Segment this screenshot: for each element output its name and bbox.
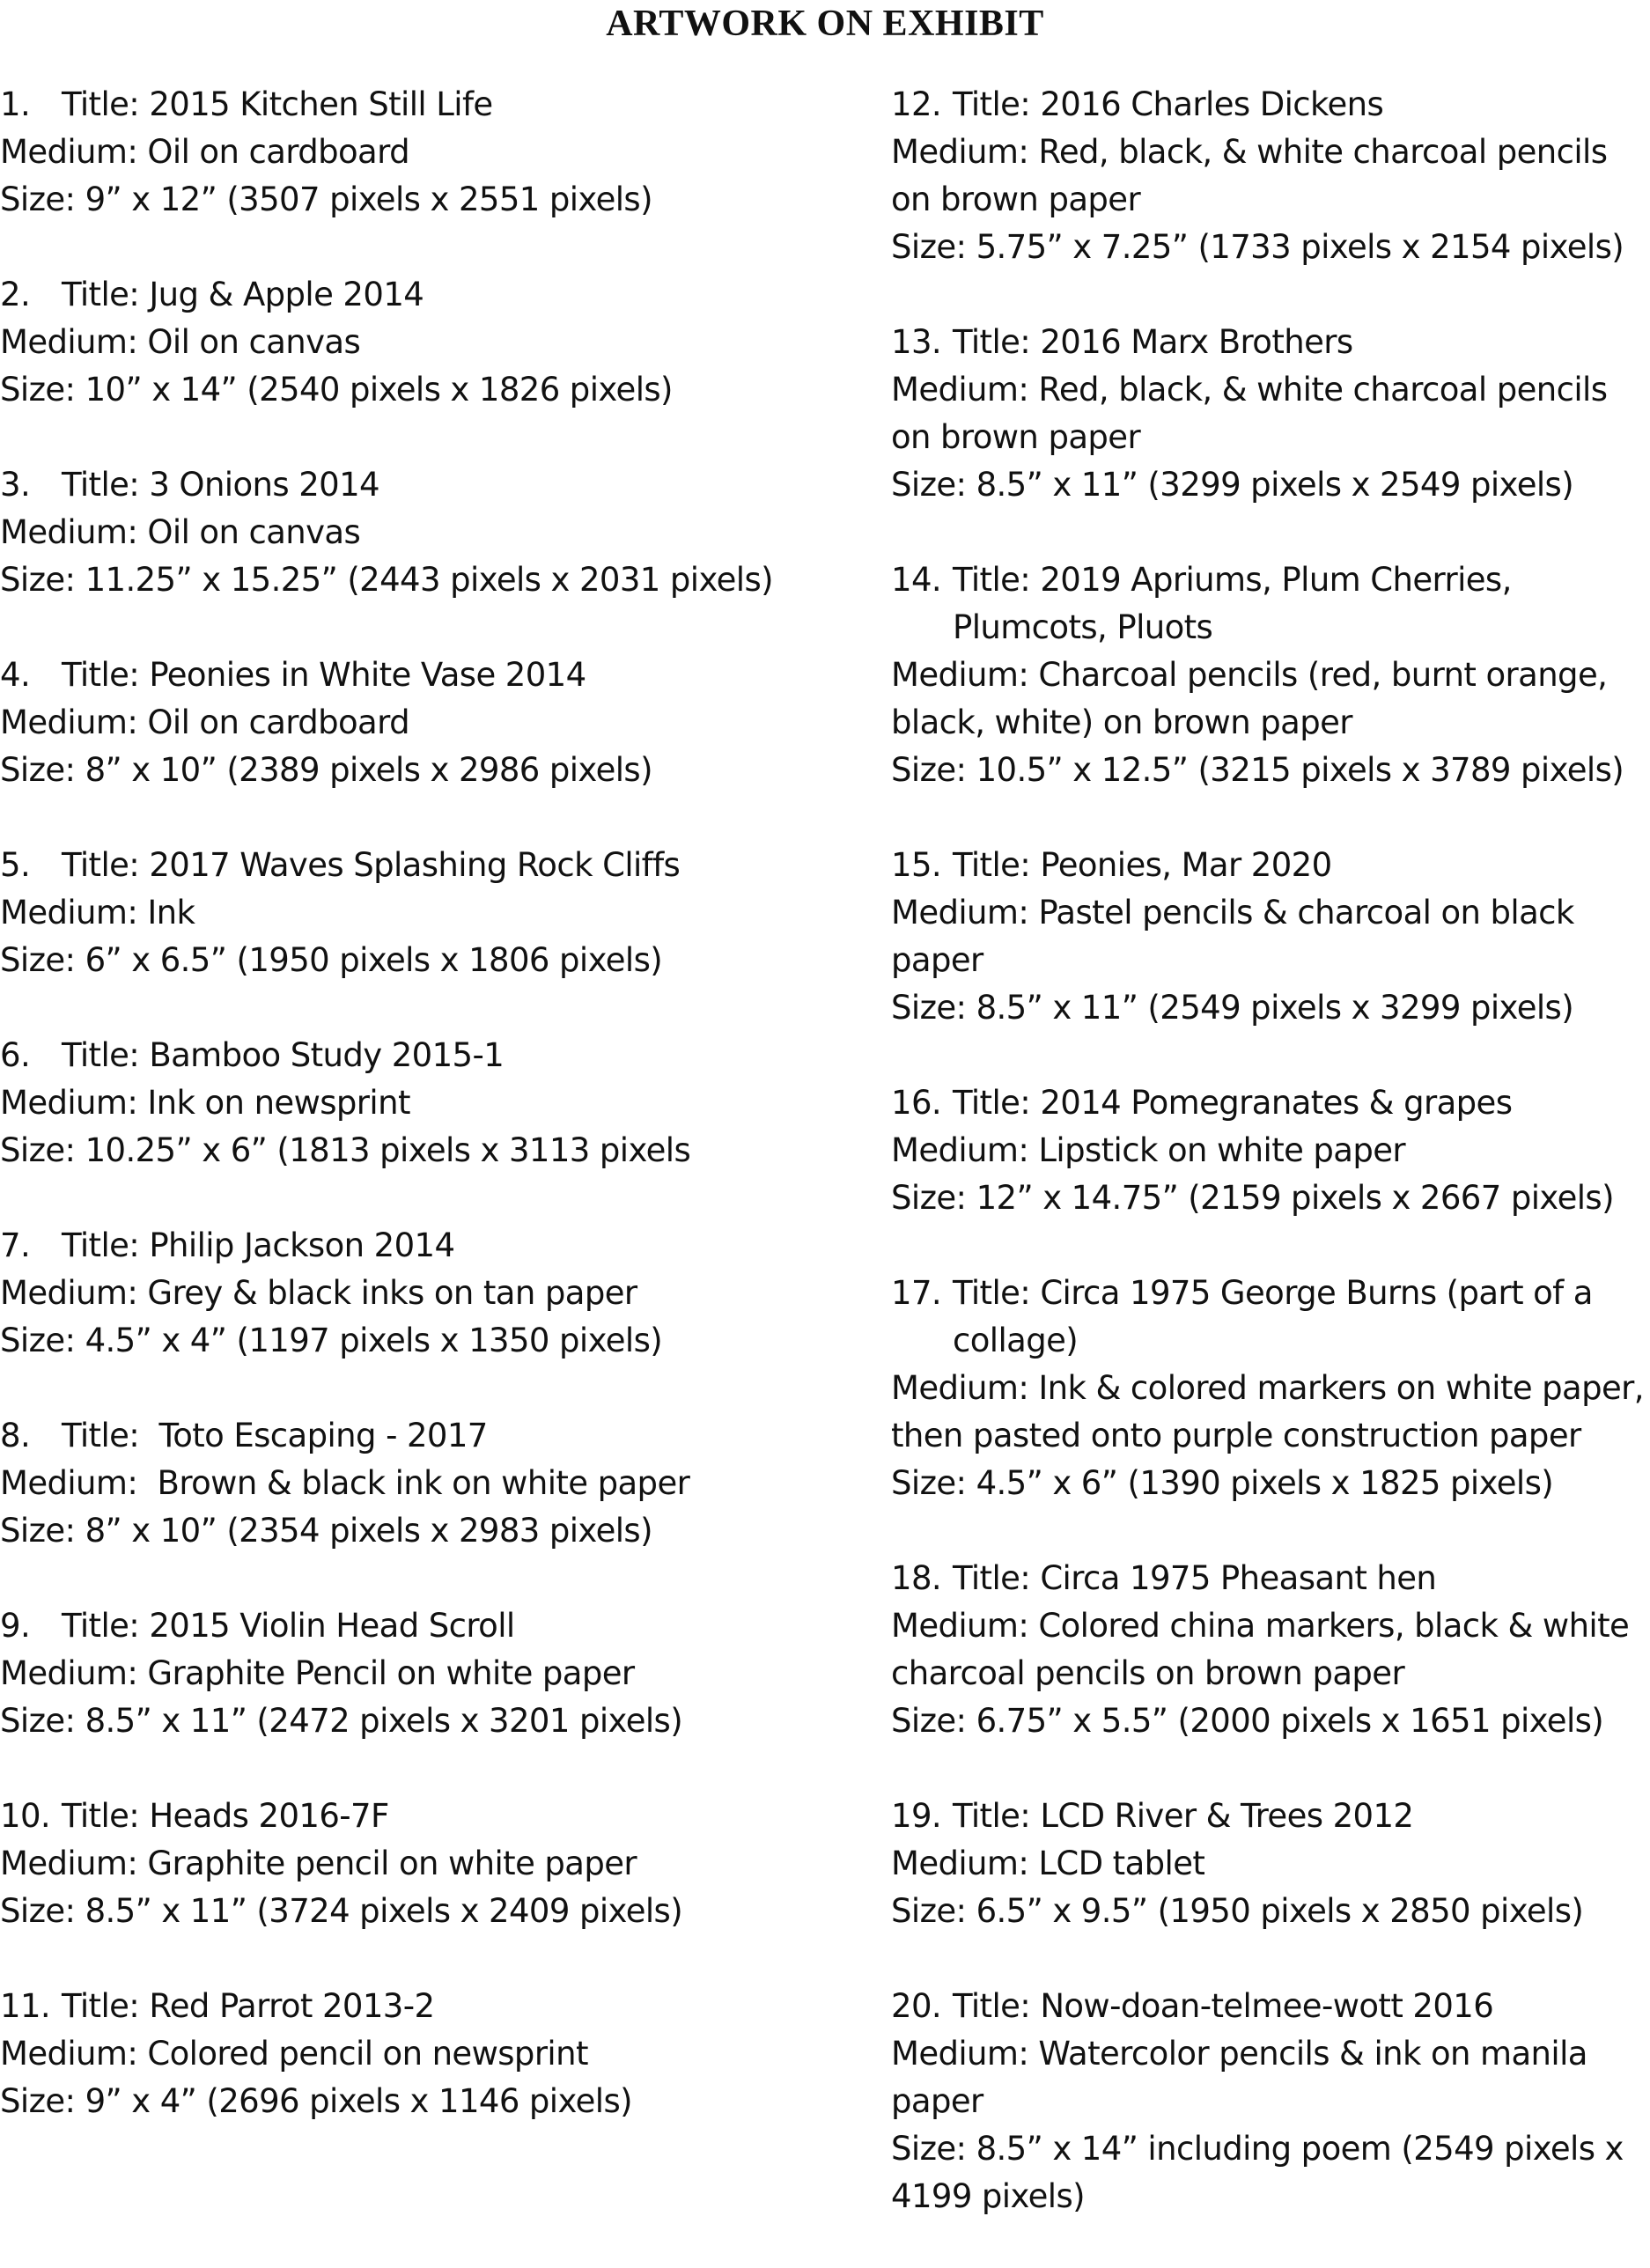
entry-medium: Medium: Graphite Pencil on white paper <box>0 1654 635 1692</box>
entry-size: Size: 11.25” x 15.25” (2443 pixels x 2031 pixels) <box>0 561 773 599</box>
entry-title: Title: Bamboo Study 2015-1 <box>62 1036 505 1074</box>
page-title: ARTWORK ON EXHIBIT <box>606 4 1044 44</box>
entry-medium: Medium: Ink & colored markers on white paper, then pasted onto purple construction paper <box>891 1369 1644 1454</box>
entry-medium: Medium: Lipstick on white paper <box>891 1131 1406 1169</box>
entry-title: Title: Red Parrot 2013-2 <box>62 1987 435 2025</box>
entry-medium: Medium: Charcoal pencils (red, burnt orange, black, white) on brown paper <box>891 656 1608 741</box>
entry-number: 8. <box>0 1417 31 1454</box>
entry-size: Size: 5.75” x 7.25” (1733 pixels x 2154 pixels) <box>891 228 1624 266</box>
entry-number: 14. <box>891 561 942 599</box>
entry-number: 17. <box>891 1274 942 1312</box>
entry-medium: Medium: Red, black, & white charcoal pencils on brown paper <box>891 371 1608 456</box>
artwork-entry <box>891 556 1650 794</box>
artwork-entry <box>891 319 1650 509</box>
entry-title: Title: Toto Escaping - 2017 <box>62 1417 488 1454</box>
entry-medium: Medium: Red, black, & white charcoal pencils on brown paper <box>891 133 1608 218</box>
artwork-entry <box>891 1793 1650 1935</box>
entry-title: Title: Now-doan-telmee-wott 2016 <box>953 1987 1494 2025</box>
entry-medium: Medium: Oil on canvas <box>0 513 361 551</box>
artwork-entry <box>891 1270 1650 1507</box>
entry-size: Size: 10.5” x 12.5” (3215 pixels x 3789 pixels) <box>891 751 1624 789</box>
artwork-entry <box>0 652 863 794</box>
entry-medium: Medium: Colored china markers, black & white charcoal pencils on brown paper <box>891 1607 1630 1692</box>
entry-size: Size: 10.25” x 6” (1813 pixels x 3113 pixels <box>0 1131 691 1169</box>
artwork-entry <box>0 1602 863 1745</box>
entry-size: Size: 8” x 10” (2389 pixels x 2986 pixels) <box>0 751 652 789</box>
artwork-entry <box>891 1079 1650 1222</box>
entry-title: Title: 2015 Kitchen Still Life <box>62 85 493 123</box>
artwork-entry <box>0 271 863 414</box>
artwork-entry <box>0 842 863 984</box>
entry-number: 13. <box>891 323 942 361</box>
entry-size: Size: 8.5” x 11” (2472 pixels x 3201 pixels) <box>0 1702 683 1740</box>
entry-medium: Medium: Ink <box>0 894 195 932</box>
entry-medium: Medium: Brown & black ink on white paper <box>0 1464 690 1502</box>
entry-title: Title: 2016 Marx Brothers <box>953 323 1353 361</box>
entry-title: Title: 2015 Violin Head Scroll <box>62 1607 515 1645</box>
entry-title: Title: 2016 Charles Dickens <box>953 85 1384 123</box>
entry-title: Title: Peonies in White Vase 2014 <box>62 656 586 694</box>
entry-title: Title: Circa 1975 Pheasant hen <box>953 1559 1437 1597</box>
entry-size: Size: 6.5” x 9.5” (1950 pixels x 2850 pixels) <box>891 1892 1584 1930</box>
entry-title: Title: 2019 Apriums, Plum Cherries, Plumcots, Pluots <box>953 561 1512 646</box>
entry-medium: Medium: Oil on cardboard <box>0 133 409 171</box>
entry-size: Size: 9” x 4” (2696 pixels x 1146 pixels) <box>0 2082 633 2120</box>
artwork-entry <box>891 1555 1650 1745</box>
entry-number: 10. <box>0 1797 51 1835</box>
entry-medium: Medium: Grey & black inks on tan paper <box>0 1274 637 1312</box>
entry-title: Title: Heads 2016-7F <box>62 1797 389 1835</box>
entry-medium: Medium: Oil on canvas <box>0 323 361 361</box>
entry-title: Title: 2014 Pomegranates & grapes <box>953 1084 1513 1122</box>
artwork-entry <box>0 1032 863 1174</box>
entry-title: Title: 2017 Waves Splashing Rock Cliffs <box>62 846 681 884</box>
entry-medium: Medium: Ink on newsprint <box>0 1084 410 1122</box>
entry-number: 4. <box>0 656 31 694</box>
entry-size: Size: 8.5” x 14” including poem (2549 pixels x 4199 pixels) <box>891 2130 1624 2215</box>
artwork-column-right <box>891 81 1650 2268</box>
entry-number: 6. <box>0 1036 31 1074</box>
entry-size: Size: 12” x 14.75” (2159 pixels x 2667 pixels) <box>891 1179 1614 1217</box>
entry-size: Size: 8.5” x 11” (3299 pixels x 2549 pixels) <box>891 466 1574 504</box>
entry-title: Title: 3 Onions 2014 <box>62 466 379 504</box>
artwork-entry <box>891 81 1650 271</box>
entry-title: Title: Circa 1975 George Burns (part of a collage) <box>953 1274 1593 1359</box>
entry-number: 1. <box>0 85 31 123</box>
entry-medium: Medium: Pastel pencils & charcoal on black paper <box>891 894 1574 979</box>
entry-size: Size: 6.75” x 5.5” (2000 pixels x 1651 pixels) <box>891 1702 1604 1740</box>
artwork-column-left <box>0 81 863 2173</box>
artwork-entry <box>891 842 1650 1032</box>
entry-title: Title: Philip Jackson 2014 <box>62 1226 455 1264</box>
entry-size: Size: 10” x 14” (2540 pixels x 1826 pixels) <box>0 371 673 409</box>
entry-medium: Medium: Graphite pencil on white paper <box>0 1845 637 1882</box>
entry-number: 9. <box>0 1607 31 1645</box>
artwork-entry <box>0 1793 863 1935</box>
entry-number: 18. <box>891 1559 942 1597</box>
artwork-entry <box>891 1983 1650 2220</box>
entry-size: Size: 4.5” x 6” (1390 pixels x 1825 pixels) <box>891 1464 1554 1502</box>
entry-number: 19. <box>891 1797 942 1835</box>
entry-number: 7. <box>0 1226 31 1264</box>
entry-size: Size: 8.5” x 11” (2549 pixels x 3299 pixels) <box>891 989 1574 1027</box>
entry-medium: Medium: Colored pencil on newsprint <box>0 2035 588 2073</box>
entry-title: Title: Jug & Apple 2014 <box>62 276 424 313</box>
entry-medium: Medium: Oil on cardboard <box>0 703 409 741</box>
entry-number: 20. <box>891 1987 942 2025</box>
entry-size: Size: 6” x 6.5” (1950 pixels x 1806 pixels) <box>0 941 663 979</box>
entry-medium: Medium: LCD tablet <box>891 1845 1205 1882</box>
entry-size: Size: 8” x 10” (2354 pixels x 2983 pixels) <box>0 1512 652 1550</box>
artwork-entry <box>0 461 863 604</box>
entry-number: 12. <box>891 85 942 123</box>
artwork-entry <box>0 1983 863 2125</box>
entry-number: 15. <box>891 846 942 884</box>
entry-number: 11. <box>0 1987 51 2025</box>
entry-number: 16. <box>891 1084 942 1122</box>
entry-size: Size: 4.5” x 4” (1197 pixels x 1350 pixels) <box>0 1322 663 1359</box>
entry-title: Title: Peonies, Mar 2020 <box>953 846 1332 884</box>
entry-number: 2. <box>0 276 31 313</box>
artwork-entry <box>0 81 863 224</box>
entry-medium: Medium: Watercolor pencils & ink on manila paper <box>891 2035 1587 2120</box>
artwork-entry <box>0 1412 863 1555</box>
entry-number: 3. <box>0 466 31 504</box>
entry-title: Title: LCD River & Trees 2012 <box>953 1797 1414 1835</box>
entry-number: 5. <box>0 846 31 884</box>
entry-size: Size: 9” x 12” (3507 pixels x 2551 pixels) <box>0 180 652 218</box>
entry-size: Size: 8.5” x 11” (3724 pixels x 2409 pixels) <box>0 1892 683 1930</box>
artwork-entry <box>0 1222 863 1365</box>
